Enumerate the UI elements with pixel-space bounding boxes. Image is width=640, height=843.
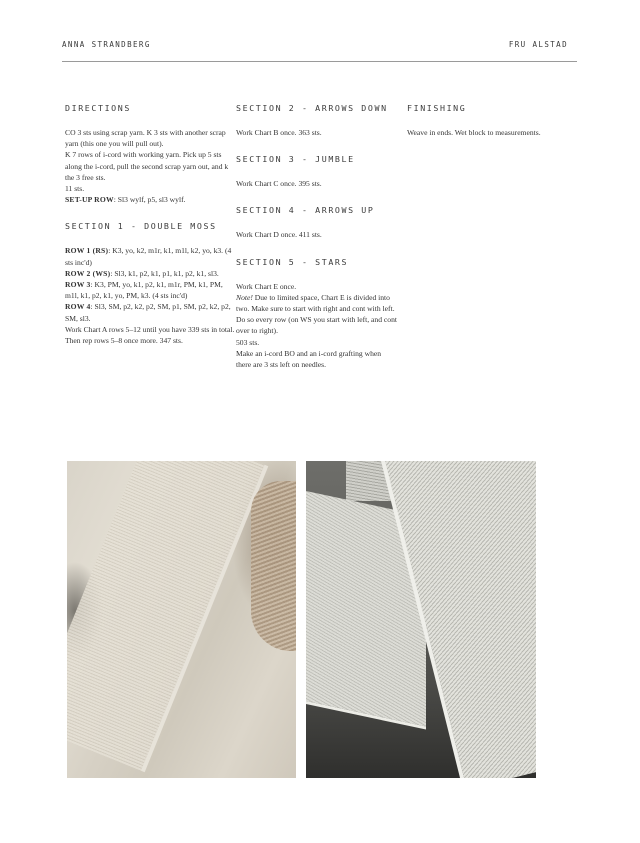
setup-row xyxy=(65,194,235,205)
row-label: ROW 3 xyxy=(65,280,91,290)
finishing-text: Weave in ends. Wet block to measurements. xyxy=(407,128,541,137)
shawl-photo-closeup xyxy=(67,461,296,778)
section1-heading: SECTION 1 - DOUBLE MOSS xyxy=(65,221,217,232)
section5-heading: SECTION 5 - STARS xyxy=(236,256,349,267)
directions-heading: DIRECTIONS xyxy=(65,103,131,113)
setup-row-text: : Sl3 wylf, p5, sl3 wylf. xyxy=(113,195,186,205)
row-label: ROW 2 (WS) xyxy=(65,268,111,278)
row-instruction xyxy=(65,268,235,279)
section3-heading: SECTION 3 - JUMBLE xyxy=(236,154,355,165)
row-instruction xyxy=(65,301,235,323)
header-divider xyxy=(62,61,577,62)
row-text: : K3, yo, k2, m1r, k1, m1l, k2, yo, k3. (4 sts inc'd) xyxy=(65,246,232,267)
section5-bind-off: Make an i-cord BO and an i-cord grafting when there are 3 sts left on needles. xyxy=(236,348,382,370)
section2-heading: SECTION 2 - ARROWS DOWN xyxy=(236,103,388,113)
author-name: ANNA STRANDBERG xyxy=(62,40,151,49)
row-label: ROW 1 (RS) xyxy=(65,246,109,256)
column-left xyxy=(65,103,235,346)
directions-paragraph: 11 sts. xyxy=(65,184,85,194)
shawl-photo-draped xyxy=(306,461,536,778)
row-instruction xyxy=(65,279,235,301)
section4-text: Work Chart D once. 411 sts. xyxy=(236,230,322,240)
ribbed-sleeve xyxy=(251,481,296,651)
section5-note xyxy=(236,292,398,337)
row-text: : Sl3, k1, p2, k1, p1, k1, p2, k1, sl3. xyxy=(110,268,219,278)
row-instruction xyxy=(65,245,235,267)
section5-line: Work Chart E once. xyxy=(236,281,297,291)
setup-row-label: SET-UP ROW xyxy=(65,195,114,205)
finishing-heading: FINISHING xyxy=(407,103,467,113)
section3-text: Work Chart C once. 395 sts. xyxy=(236,179,322,189)
pattern-title: FRU ALSTAD xyxy=(508,40,568,49)
row-text: : Sl3, SM, p2, k2, p2, SM, p1, SM, p2, k2, p2, SM, sl3. xyxy=(65,302,231,323)
section2-text: Work Chart B once. 363 sts. xyxy=(236,128,322,137)
section1-paragraph: Then rep rows 5–8 once more. 347 sts. xyxy=(65,336,183,346)
section4-heading: SECTION 4 - ARROWS UP xyxy=(236,205,375,216)
column-right xyxy=(407,103,577,138)
directions-paragraph: CO 3 sts using scrap yarn. K 3 sts with another scrap yarn (this one you will pull out). xyxy=(65,128,226,149)
note-text: Due to limited space, Chart E is divided into two. Make sure to start with right and cont with left. Do so every row (on WS you start with left, and cont over to right). xyxy=(236,292,397,336)
row-text: : K3, PM, yo, k1, p2, k1, m1r, PM, k1, PM, m1l, k1, p2, k1, yo, PM, k3. (4 sts inc'd) xyxy=(65,280,223,301)
section1-paragraph: Work Chart A rows 5–12 until you have 339 sts in total. xyxy=(65,324,235,334)
row-label: ROW 4 xyxy=(65,302,91,312)
note-label: Note! xyxy=(236,292,253,302)
column-middle xyxy=(236,103,398,370)
section5-count: 503 sts. xyxy=(236,337,260,347)
shawl-texture xyxy=(67,461,268,772)
directions-paragraph: K 7 rows of i-cord with working yarn. Pick up 5 sts along the i-cord, pull the second scrap yarn out, and k the 3 free sts. xyxy=(65,150,229,182)
